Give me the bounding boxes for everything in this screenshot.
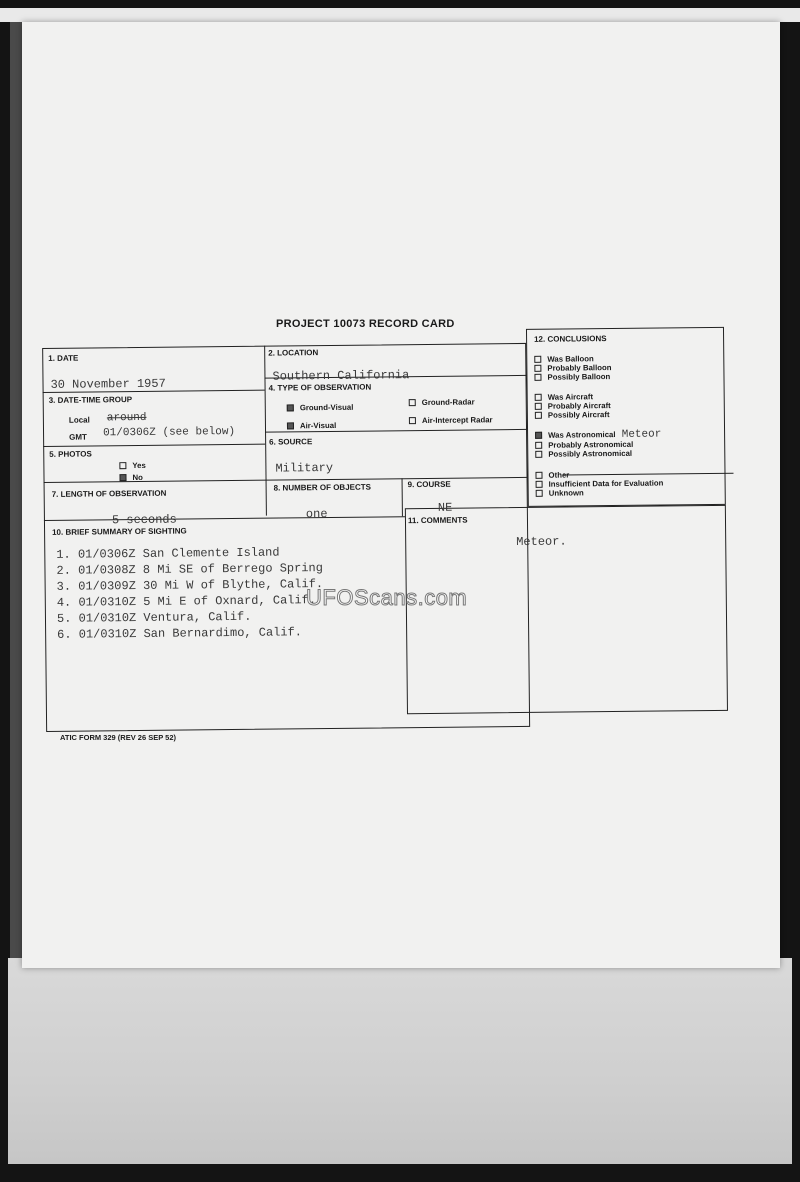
length-of-observation-label: 7. LENGTH OF OBSERVATION [51,488,167,499]
checkbox-icon [535,412,542,419]
obs-ground-visual: Ground-Visual [287,403,354,413]
checkbox-icon [536,490,543,497]
checkbox-icon [534,374,541,381]
course-value: NE [437,500,453,515]
checkbox-icon [535,472,542,479]
conclusion-possibly-balloon: Possibly Balloon [534,372,610,382]
length-of-observation-value: 5 seconds [111,512,177,528]
scan-top-edge [0,8,800,22]
number-of-objects-label: 8. NUMBER OF OBJECTS [273,482,372,493]
checkbox-icon [535,403,542,410]
photos-label: 5. PHOTOS [49,449,92,459]
gmt-label: GMT [69,432,87,442]
obs-ground-radar: Ground-Radar [409,397,475,407]
conclusion-possibly-astronomical: Possibly Astronomical [535,449,632,459]
watermark: UFOScans.com [306,585,468,610]
checkbox-icon [535,451,542,458]
conclusion-probably-astronomical: Probably Astronomical [535,440,633,450]
course-label: 9. COURSE [407,479,451,490]
conclusion-insufficient-data: Insufficient Data for Evaluation [536,479,664,489]
date-time-group-label: 3. DATE-TIME GROUP [48,395,133,405]
checkbox-icon [119,463,126,470]
scan-left-edge [10,22,22,962]
comments-value: Meteor. [516,534,567,550]
card-title: PROJECT 10073 RECORD CARD [276,318,455,330]
checkbox-icon [409,418,416,425]
checkbox-icon [409,400,416,407]
date-label: 1. DATE [48,353,79,363]
number-of-objects-value: one [305,507,328,522]
checkbox-icon [534,365,541,372]
checkbox-icon [119,475,126,482]
gmt-value: 01/0306Z (see below) [102,425,236,440]
checkbox-icon [287,423,294,430]
checkbox-icon [534,356,541,363]
date-value: 30 November 1957 [50,376,166,392]
location-value: Southern California [272,368,410,384]
type-of-observation-label: 4. TYPE OF OBSERVATION [268,382,372,393]
conclusion-was-balloon: Was Balloon [534,354,594,364]
source-label: 6. SOURCE [269,437,313,447]
astronomical-note: Meteor [621,428,662,441]
checkbox-icon [535,394,542,401]
summary-line: 2. 01/0308Z 8 Mi SE of Berrego Spring [56,561,323,578]
record-card [42,327,728,730]
conclusion-unknown: Unknown [536,488,584,498]
conclusion-other: Other [535,470,569,479]
obs-air-visual: Air-Visual [287,421,336,431]
form-id: ATIC FORM 329 (REV 26 SEP 52) [60,733,177,742]
summary-line: 5. 01/0310Z Ventura, Calif. [56,609,252,626]
photos-no: No [119,473,142,482]
local-label: Local [68,415,90,425]
comments-label: 11. COMMENTS [407,515,468,526]
summary-line: 6. 01/0310Z San Bernardimo, Calif. [57,625,303,642]
checkbox-icon [287,405,294,412]
location-label: 2. LOCATION [268,348,319,358]
brief-summary-label: 10. BRIEF SUMMARY OF SIGHTING [52,526,187,537]
summary-line: 4. 01/0310Z 5 Mi E of Oxnard, Calif. [56,593,317,610]
conclusion-was-astronomical: Was Astronomical Meteor [535,430,661,441]
checkbox-icon [535,432,542,439]
conclusion-was-aircraft: Was Aircraft [535,392,593,402]
conclusion-probably-aircraft: Probably Aircraft [535,401,611,411]
summary-line: 1. 01/0306Z San Clemente Island [56,545,280,562]
local-value: around [106,411,147,425]
checkbox-icon [536,481,543,488]
photos-yes: Yes [119,461,146,470]
conclusion-possibly-aircraft: Possibly Aircraft [535,410,610,420]
underlying-sheet [8,958,792,1164]
source-value: Military [275,460,334,476]
conclusion-probably-balloon: Probably Balloon [534,363,611,373]
summary-line: 3. 01/0309Z 30 Mi W of Blythe, Calif. [56,577,324,594]
conclusions-label: 12. CONCLUSIONS [534,334,607,344]
checkbox-icon [535,442,542,449]
obs-air-intercept-radar: Air-Intercept Radar [409,415,493,425]
